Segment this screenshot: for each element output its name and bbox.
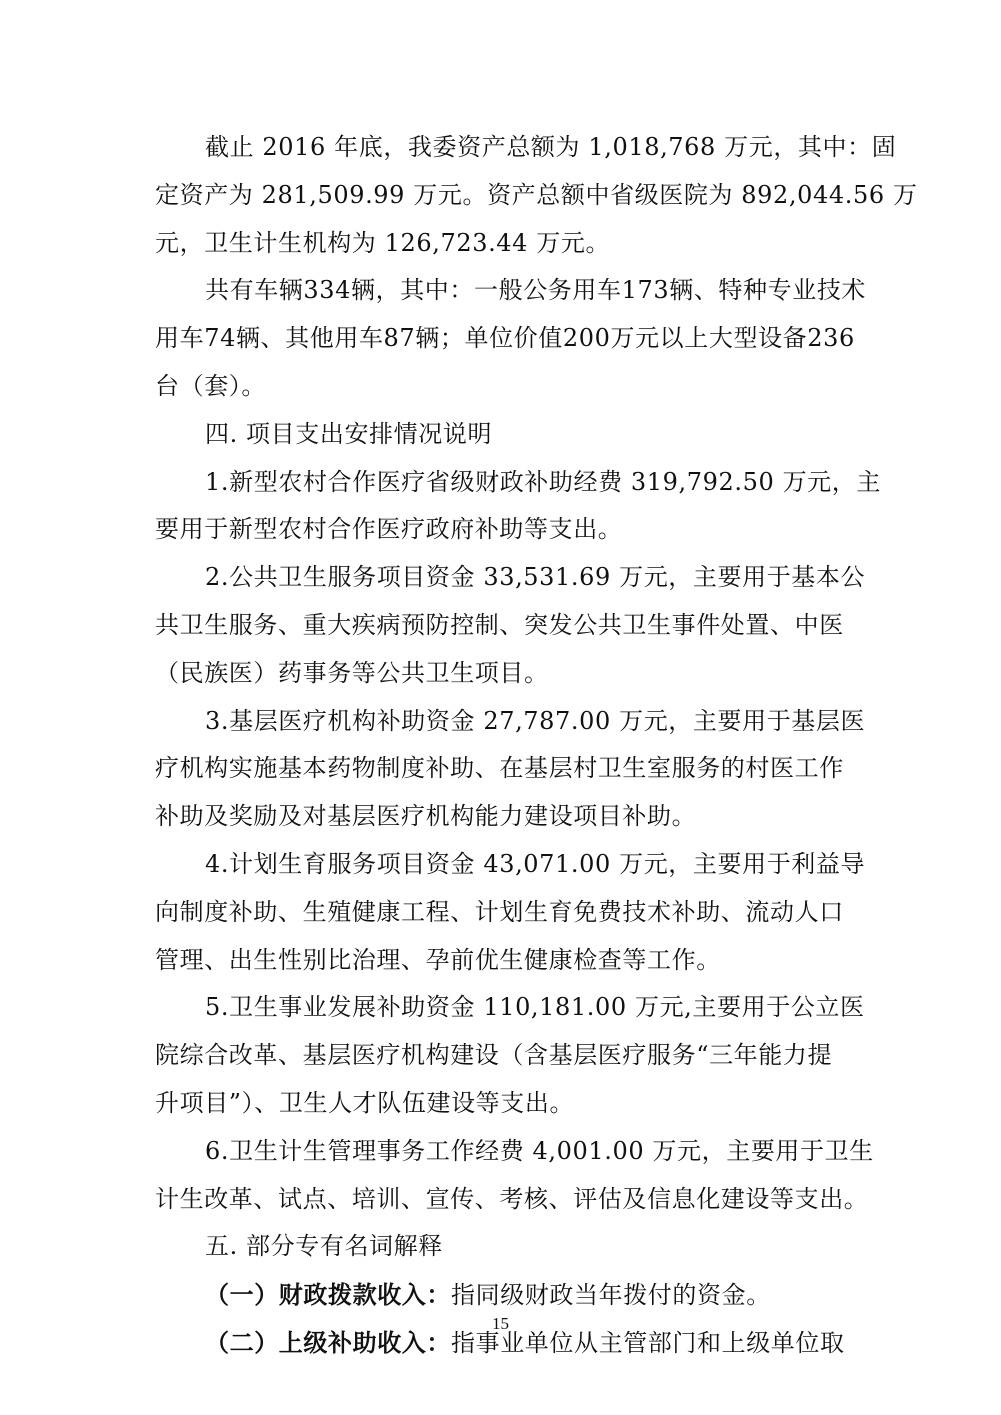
text-line: 2.公共卫生服务项目资金 33,531.69 万元，主要用于基本公: [205, 563, 866, 592]
definition-text: 指同级财政当年拨付的资金。: [451, 1281, 771, 1310]
text-line: 台（套）。: [155, 371, 266, 400]
text-line: 升项目”）、卫生人才队伍建设等支出。: [155, 1088, 575, 1117]
text-line: 1.新型农村合作医疗省级财政补助经费 319,792.50 万元，主: [205, 467, 881, 496]
document-body: [155, 124, 918, 1367]
definition-term: （二）上级补助收入：: [205, 1327, 451, 1357]
text-line: （民族医）药事务等公共卫生项目。: [155, 658, 549, 687]
text-line: 3.基层医疗机构补助资金 27,787.00 万元，主要用于基层医: [205, 706, 866, 735]
definition-term: （一）财政拨款收入：: [205, 1280, 451, 1310]
text-line: 4.计划生育服务项目资金 43,071.00 万元，主要用于利益导: [205, 849, 866, 878]
text-line: 补助及奖励及对基层医疗机构能力建设项目补助。: [155, 802, 697, 831]
text-line: 计生改革、试点、培训、宣传、考核、评估及信息化建设等支出。: [155, 1184, 869, 1213]
text-line: 用车74辆、其他用车87辆；单位价值200万元以上大型设备236: [155, 324, 855, 353]
text-line: 院综合改革、基层医疗机构建设（含基层医疗服务“三年能力提: [155, 1041, 833, 1070]
definition-line: [155, 1271, 849, 1319]
text-line: 管理、出生性别比治理、孕前优生健康检查等工作。: [155, 945, 721, 974]
page-number: 15: [492, 1314, 509, 1333]
text-line: 共卫生服务、重大疾病预防控制、突发公共卫生事件处置、中医: [155, 610, 844, 639]
section-heading: 五. 部分专有名词解释: [205, 1232, 443, 1261]
text-line: 共有车辆334辆，其中：一般公务用车173辆、特种专业技术: [205, 276, 867, 305]
text-line: 疗机构实施基本药物制度补助、在基层村卫生室服务的村医工作: [155, 754, 844, 783]
definition-text: 指事业单位从主管部门和上级单位取: [451, 1328, 845, 1357]
text-line: 5.卫生事业发展补助资金 110,181.00 万元,主要用于公立医: [205, 993, 865, 1022]
text-line: 6.卫生计生管理事务工作经费 4,001.00 万元，主要用于卫生: [205, 1136, 874, 1165]
text-line: 元，卫生计生机构为 126,723.44 万元。: [155, 228, 611, 257]
text-line: 截止 2016 年底，我委资产总额为 1,018,768 万元，其中：固: [205, 133, 897, 161]
text-line: 要用于新型农村合作医疗政府补助等支出。: [155, 515, 623, 544]
section-heading: 四. 项目支出安排情况说明: [205, 419, 493, 448]
text-line: 定资产为 281,509.99 万元。资产总额中省级医院为 892,044.56 万: [155, 180, 918, 209]
text-line: 向制度补助、生殖健康工程、计划生育免费技术补助、流动人口: [155, 897, 844, 926]
